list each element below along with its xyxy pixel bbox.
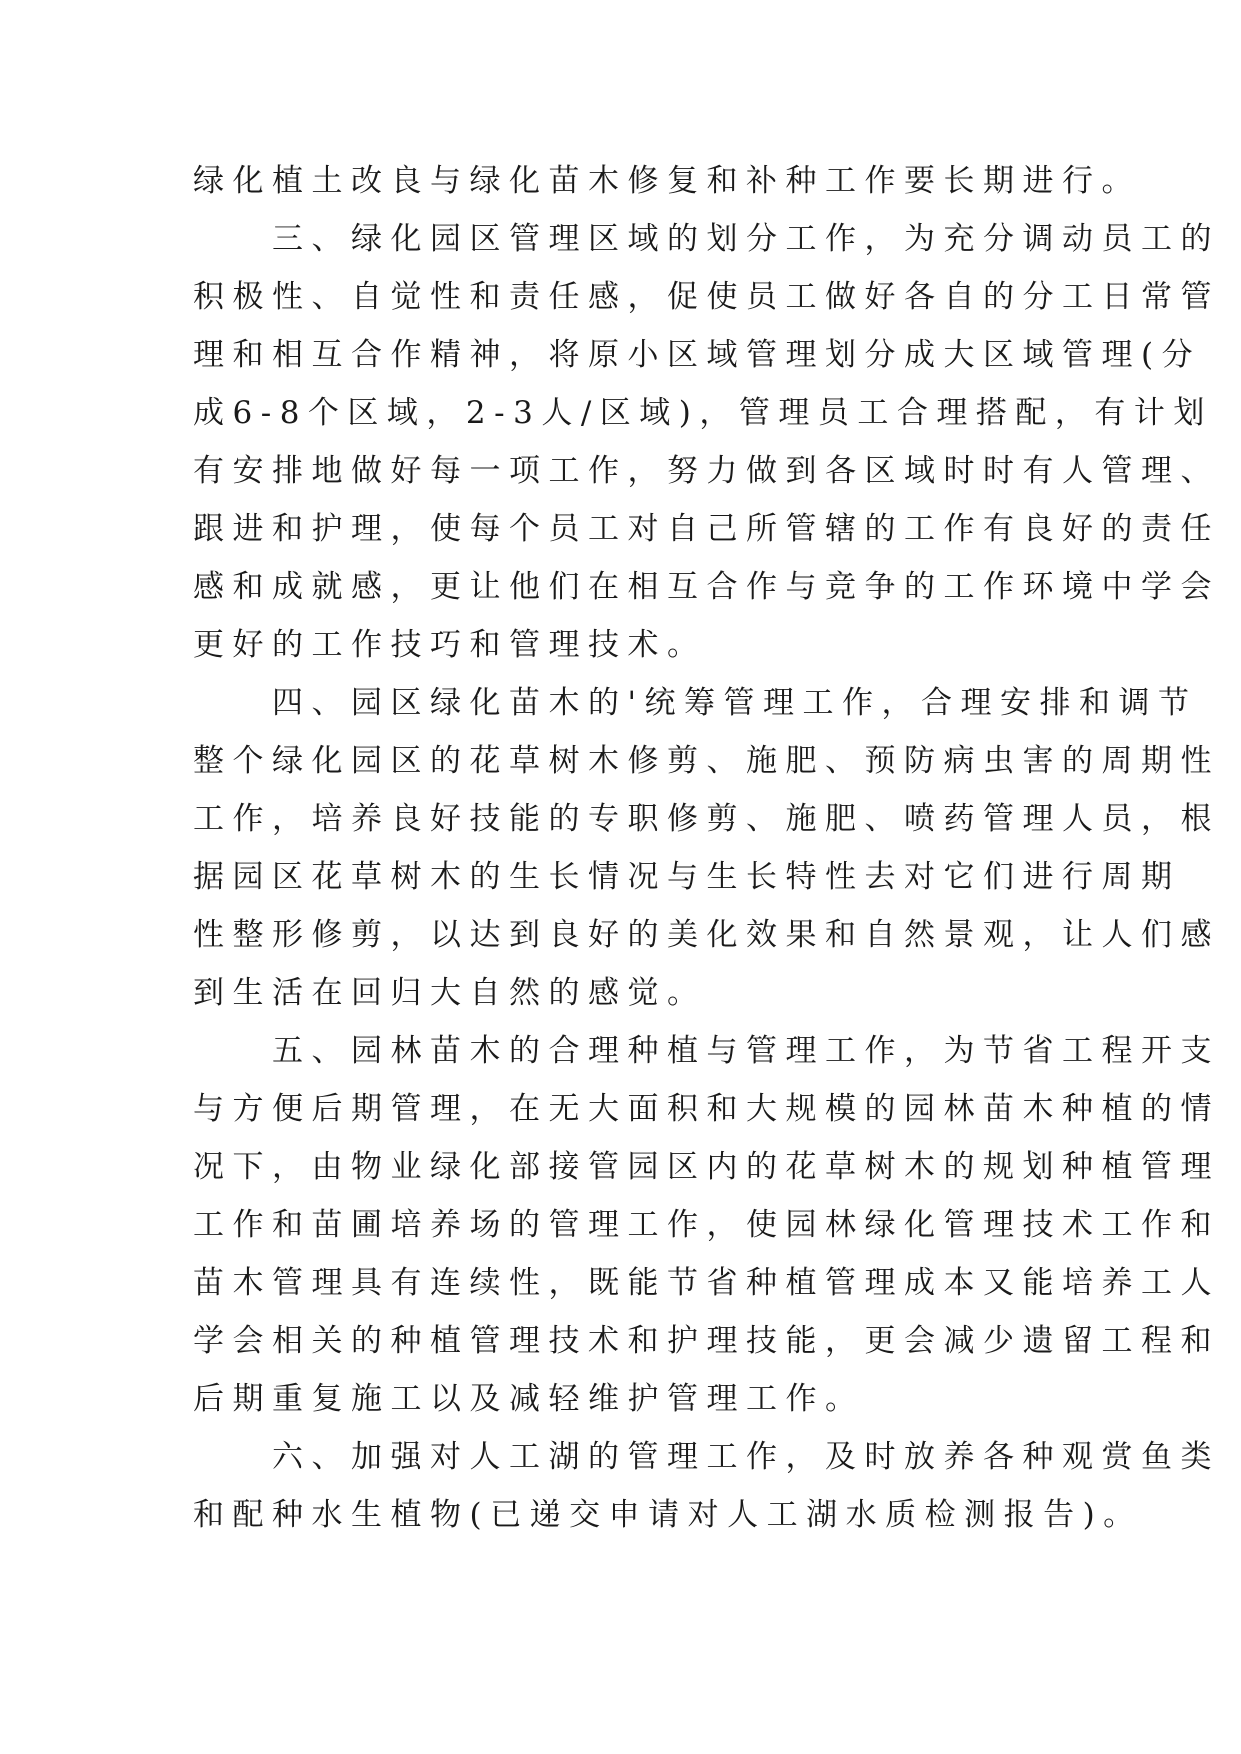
text-line: 成6-8个区域，2-3人/区域)，管理员工合理搭配，有计划 (193, 395, 1213, 431)
text-line: 况下，由物业绿化部接管园区内的花草树木的规划种植管理 (193, 1149, 1220, 1185)
text-line: 工作和苗圃培养场的管理工作，使园林绿化管理技术工作和 (193, 1207, 1220, 1243)
text-line: 有安排地做好每一项工作，努力做到各区域时时有人管理、 (193, 453, 1220, 489)
text-line: 工作，培养良好技能的专职修剪、施肥、喷药管理人员，根 (193, 801, 1220, 837)
paragraph-4-start: 四、园区绿化苗木的'统筹管理工作，合理安排和调节 (272, 685, 1198, 721)
text-line: 到生活在回归大自然的感觉。 (193, 975, 707, 1011)
text-line: 跟进和护理，使每个员工对自己所管辖的工作有良好的责任 (193, 511, 1220, 547)
paragraph-6-start: 六、加强对人工湖的管理工作，及时放养各种观赏鱼类 (272, 1439, 1220, 1475)
text-line: 与方便后期管理，在无大面积和大规模的园林苗木种植的情 (193, 1091, 1220, 1127)
document-body (193, 152, 1220, 1544)
text-line: 学会相关的种植管理技术和护理技能，更会减少遗留工程和 (193, 1323, 1220, 1359)
text-line: 性整形修剪，以达到良好的美化效果和自然景观，让人们感 (193, 917, 1220, 953)
paragraph-3-start: 三、绿化园区管理区域的划分工作，为充分调动员工的 (272, 221, 1220, 257)
text-line: 绿化植土改良与绿化苗木修复和补种工作要长期进行。 (193, 163, 1141, 199)
text-line: 感和成就感，更让他们在相互合作与竞争的工作环境中学会 (193, 569, 1220, 605)
text-line: 更好的工作技巧和管理技术。 (193, 627, 707, 663)
text-line: 整个绿化园区的花草树木修剪、施肥、预防病虫害的周期性 (193, 743, 1220, 779)
text-line: 积极性、自觉性和责任感，促使员工做好各自的分工日常管 (193, 279, 1220, 315)
text-line: 苗木管理具有连续性，既能节省种植管理成本又能培养工人 (193, 1265, 1220, 1301)
text-line: 后期重复施工以及减轻维护管理工作。 (193, 1381, 865, 1417)
paragraph-5-start: 五、园林苗木的合理种植与管理工作，为节省工程开支 (272, 1033, 1220, 1069)
text-line: 据园区花草树木的生长情况与生长特性去对它们进行周期 (193, 859, 1181, 895)
text-line: 和配种水生植物(已递交申请对人工湖水质检测报告)。 (193, 1497, 1143, 1533)
text-line: 理和相互合作精神，将原小区域管理划分成大区域管理(分 (193, 337, 1202, 373)
